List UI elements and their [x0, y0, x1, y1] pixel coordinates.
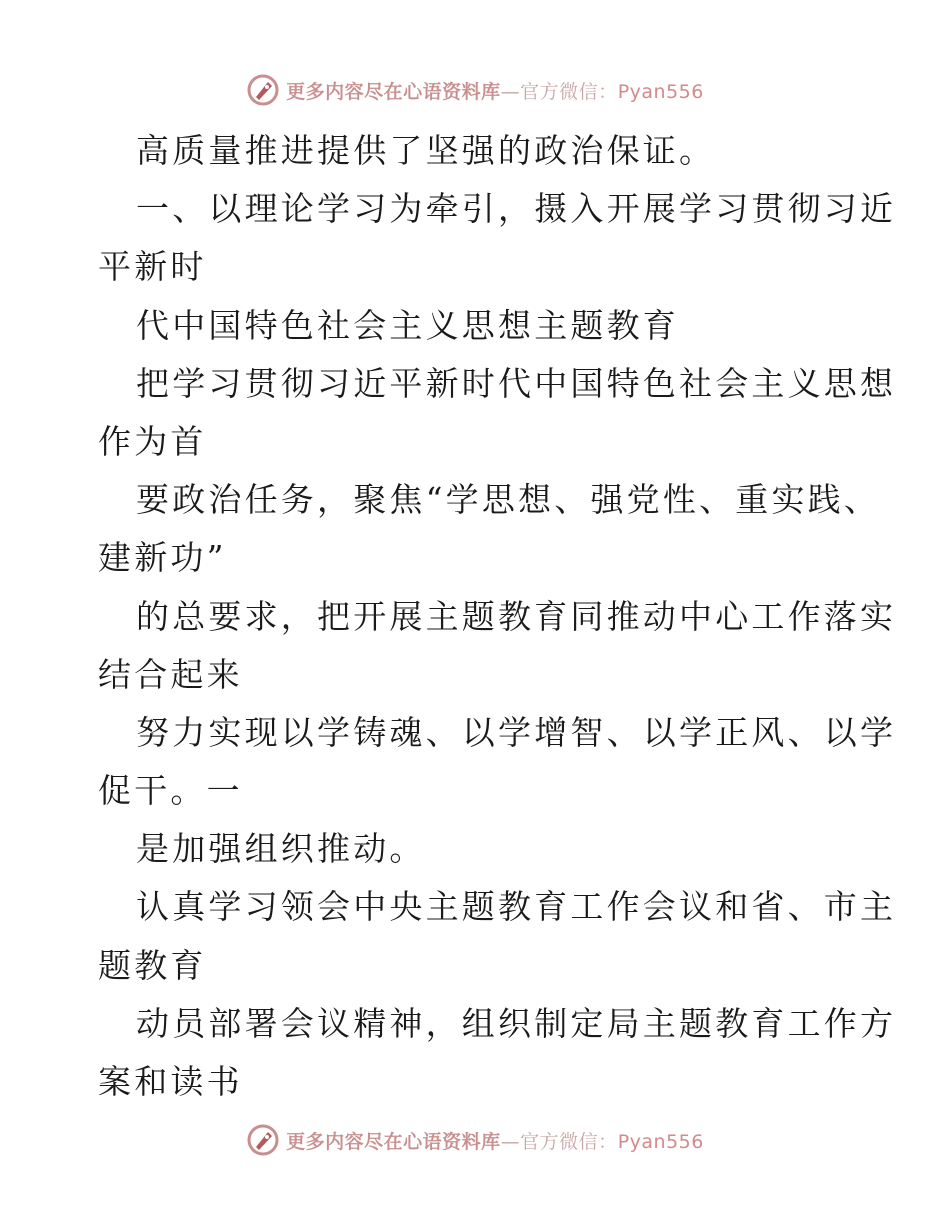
- text-line: 把学习贯彻习近平新时代中国特色社会主义思想: [136, 363, 897, 403]
- text-line: 代中国特色社会主义思想主题教育: [136, 305, 679, 345]
- text-line: 动员部署会议精神，组织制定局主题教育工作方: [136, 1003, 897, 1043]
- footer-watermark: [0, 1120, 950, 1160]
- text-line: 高质量推进提供了坚强的政治保证。: [136, 131, 716, 170]
- watermark-wechat-id: Pyan556: [617, 80, 704, 103]
- watermark-wechat-id: Pyan556: [617, 1130, 704, 1153]
- watermark-brand: 更多内容尽在心语资料库: [286, 80, 501, 103]
- text-line: 题教育: [98, 945, 207, 985]
- watermark-wechat-label: 官方微信：: [520, 80, 618, 103]
- pen-nib-logo-icon: [246, 73, 280, 107]
- watermark-text: [286, 77, 704, 104]
- watermark-text: [286, 1127, 704, 1154]
- text-line: 努力实现以学铸魂、以学增智、以学正风、以学: [136, 712, 897, 752]
- text-line: 结合起来: [98, 654, 243, 694]
- text-line: 促干。一: [98, 771, 243, 811]
- text-line: 认真学习领会中央主题教育工作会议和省、市主: [136, 887, 897, 927]
- text-line: 建新功”: [98, 538, 227, 578]
- text-line: 作为首: [98, 421, 207, 461]
- pen-nib-logo-icon: [246, 1123, 280, 1157]
- text-line: 一、以理论学习为牵引，摄入开展学习贯彻习近: [136, 189, 897, 229]
- watermark-dash: —: [500, 1130, 521, 1153]
- text-line: 要政治任务，聚焦“学思想、强党性、重实践、: [136, 480, 881, 520]
- text-line: 的总要求，把开展主题教育同推动中心工作落实: [136, 596, 897, 636]
- watermark-dash: —: [500, 80, 521, 103]
- text-line: 平新时: [98, 247, 207, 287]
- text-line: 案和读书: [98, 1062, 243, 1101]
- header-watermark: [0, 70, 950, 110]
- text-line: 是加强组织推动。: [136, 829, 426, 869]
- document-body: [98, 122, 897, 1111]
- watermark-wechat-label: 官方微信：: [520, 1130, 618, 1153]
- watermark-brand: 更多内容尽在心语资料库: [286, 1130, 501, 1153]
